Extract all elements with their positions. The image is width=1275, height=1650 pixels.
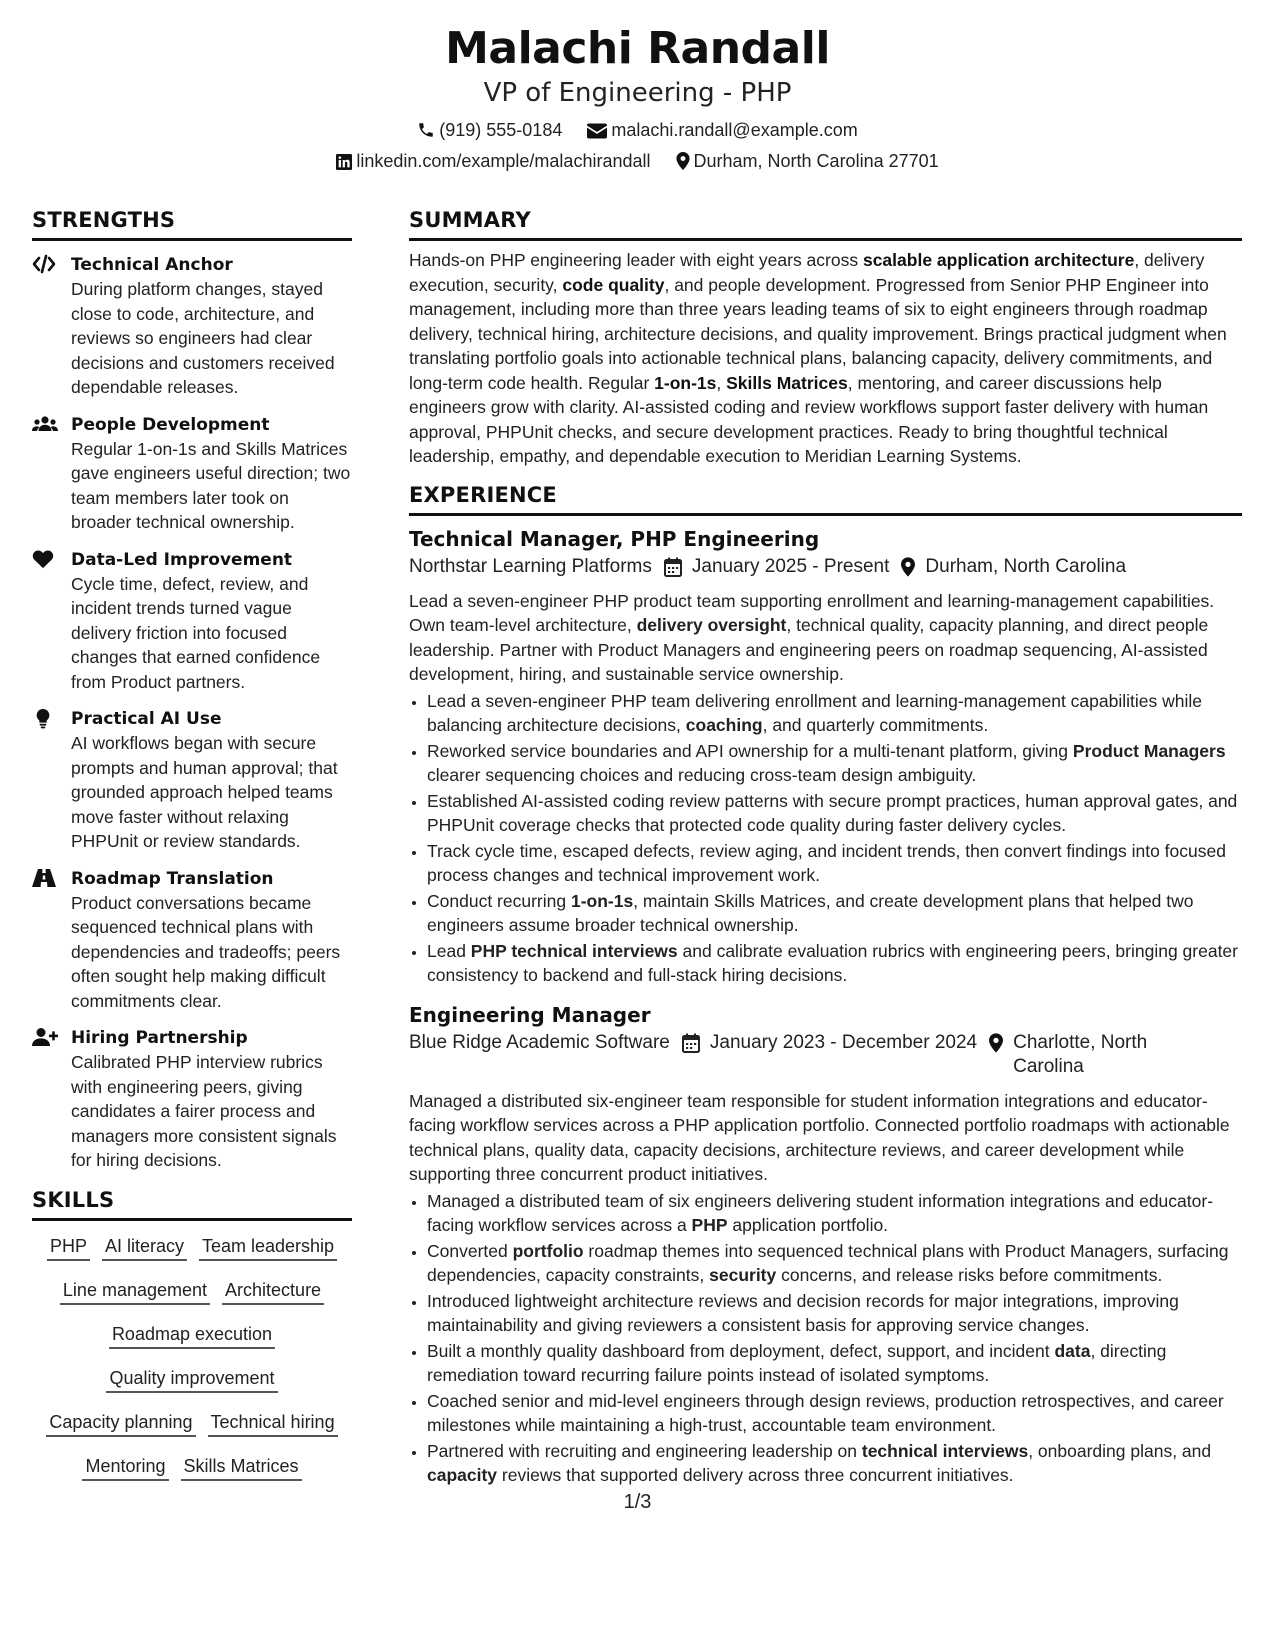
people-icon [32, 414, 56, 436]
text-run: Lead a seven-engineer PHP team delivering enrollment and learning-management capabilities while balancing architecture decisions, [427, 690, 1202, 735]
contact-line-2 [0, 149, 1275, 173]
job-bullet [427, 889, 1242, 938]
strength-item [32, 548, 352, 695]
text-run: application portfolio. [727, 1215, 889, 1235]
job-bullet [427, 789, 1242, 838]
linkedin-item[interactable] [336, 149, 650, 173]
bold-phrase: 1-on-1s [570, 890, 634, 911]
bold-phrase: capacity [427, 1465, 498, 1485]
job-description [409, 1089, 1242, 1187]
text-run: , delivery execution, security, [409, 250, 1205, 295]
job-dates [664, 555, 890, 579]
map-pin-icon [901, 557, 915, 577]
strength-title: Practical AI Use [71, 709, 222, 729]
strength-item [32, 867, 352, 1014]
strength-item [32, 253, 352, 400]
right-column [409, 206, 1242, 1489]
job-location [989, 1031, 1159, 1079]
job-company: Blue Ridge Academic Software [409, 1031, 670, 1053]
phone-icon [417, 121, 435, 139]
job-bullet [427, 1389, 1242, 1438]
bold-phrase: 1-on-1s [654, 372, 717, 393]
strength-text: Calibrated PHP interview rubrics with engineering peers, giving candidates a fairer process and managers more consistent signals for hiring decisions. [71, 1052, 337, 1170]
strength-item [32, 413, 352, 535]
text-run: Hands-on PHP engineering leader with eight years across [409, 250, 863, 270]
map-pin-icon [989, 1033, 1003, 1053]
skill-pill: Team leadership [199, 1233, 337, 1261]
job-dates-text: January 2023 - December 2024 [709, 1031, 978, 1053]
skill-pill: Line management [60, 1277, 210, 1305]
left-column [32, 206, 352, 1497]
job-bullet [427, 1439, 1242, 1488]
skill-pill: Capacity planning [46, 1409, 195, 1437]
job-bullet [427, 689, 1242, 738]
strength-title: Data-Led Improvement [71, 549, 293, 570]
job-company: Northstar Learning Platforms [409, 555, 652, 577]
email-item[interactable] [587, 118, 857, 142]
skill-pill: Architecture [222, 1277, 324, 1305]
experience-heading: EXPERIENCE [409, 481, 1242, 516]
candidate-name: Malachi Randall [445, 23, 830, 74]
text-run: , maintain Skills Matrices, and create development plans that helped two engineers assume broader technical ownership. [427, 890, 1194, 935]
job-entry [409, 1000, 1242, 1488]
strengths-heading: STRENGTHS [32, 206, 352, 241]
text-run: Managed a distributed team of six engineers delivering student information integrations and educator-facing workflow services across a [427, 1190, 1214, 1235]
strength-title: People Development [71, 414, 270, 435]
skill-pill: Roadmap execution [109, 1321, 275, 1349]
job-bullet [427, 1289, 1242, 1338]
job-bullet [427, 939, 1242, 988]
strength-item [32, 707, 352, 854]
bold-phrase: Skills Matrices [726, 372, 848, 393]
text-run: Track cycle time, escaped defects, review aging, and incident trends, then convert findings into focused process changes and technical improvement work. [427, 840, 1226, 885]
job-bullet [427, 739, 1242, 788]
text-run: Reworked service boundaries and API ownership for a multi-tenant platform, giving [427, 740, 1073, 761]
job-location [901, 555, 1126, 579]
summary-heading: SUMMARY [409, 206, 1242, 241]
user-plus-icon [32, 1027, 56, 1049]
text-run: Conduct recurring [427, 890, 571, 911]
phone-item [417, 118, 562, 142]
strength-item [32, 1026, 352, 1173]
summary-text [409, 248, 1242, 469]
skill-row [32, 1365, 352, 1395]
location-item [676, 149, 939, 173]
strength-text: AI workflows began with secure prompts and human approval; that grounded approach helped teams move faster without relaxing PHPUnit or review standards. [71, 733, 338, 851]
code-icon [32, 254, 56, 276]
skills-list [32, 1233, 352, 1483]
text-run: Managed a distributed six-engineer team responsible for student information integrations and educator-facing workflow services across a PHP application portfolio. Connected portfolio roadmaps with actionable technical plans, quality data, capacity decisions, architecture reviews, and career development while supporting three concurrent product initiatives. [409, 1090, 1230, 1184]
job-bullet [427, 839, 1242, 888]
job-bullets [409, 1189, 1242, 1488]
skill-row [32, 1409, 352, 1439]
bold-phrase: portfolio [512, 1240, 584, 1261]
job-meta [409, 555, 1242, 579]
heart-icon [32, 549, 56, 571]
text-run: reviews that supported delivery across three concurrent initiatives. [497, 1465, 1014, 1485]
strength-text: Cycle time, defect, review, and incident trends turned vague delivery friction into focused changes that earned confidence from Product partners. [71, 573, 321, 692]
text-run: clearer sequencing choices and reducing cross-team design ambiguity. [427, 765, 977, 785]
text-run: concerns, and release risks before commitments. [776, 1265, 1163, 1285]
job-dates-text: January 2025 - Present [691, 555, 890, 577]
skill-pill: Quality improvement [106, 1365, 277, 1393]
strength-text: Product conversations became sequenced technical plans with dependencies and tradeoffs; peers often sought help making difficult commitments clear. [71, 892, 341, 1011]
bold-phrase: Product Managers [1072, 740, 1226, 761]
text-run: Built a monthly quality dashboard from deployment, defect, support, and incident [427, 1340, 1055, 1361]
text-run: Established AI-assisted coding review patterns with secure prompt practices, human approval gates, and PHPUnit coverage checks that protected code quality during faster delivery cycles. [427, 790, 1238, 835]
location-text: Durham, North Carolina 27701 [693, 151, 939, 171]
text-run: , [716, 372, 727, 393]
job-dates [682, 1031, 977, 1055]
skill-pill: Mentoring [82, 1453, 168, 1481]
job-bullets [409, 689, 1242, 988]
text-run: Converted [427, 1240, 513, 1261]
bold-phrase: delivery oversight [636, 615, 787, 635]
road-icon [32, 868, 56, 890]
text-run: Lead a seven-engineer PHP product team supporting enrollment and learning-management capabilities. Own team-level architecture, [409, 590, 1215, 635]
text-run: and calibrate evaluation rubrics with engineering peers, bringing greater consistency to backend and full-stack hiring decisions. [427, 940, 1238, 985]
map-pin-icon [676, 152, 690, 170]
skill-pill: PHP [47, 1233, 90, 1261]
strength-title: Technical Anchor [71, 255, 233, 275]
strength-title: Roadmap Translation [71, 868, 274, 889]
email-text: malachi.randall@example.com [611, 120, 858, 140]
skills-heading: SKILLS [32, 1186, 352, 1221]
skill-pill: AI literacy [102, 1233, 187, 1261]
text-run: roadmap themes into sequenced technical plans with Product Managers, surfacing dependencies, capacity constraints, [427, 1240, 1229, 1285]
strength-title: Hiring Partnership [71, 1028, 248, 1048]
bold-phrase: code quality [562, 274, 665, 295]
linkedin-text: linkedin.com/example/malachirandall [356, 151, 651, 171]
text-run: Introduced lightweight architecture reviews and decision records for major integrations, improving maintainability and giving reviewers a consistent basis for approving service changes. [427, 1290, 1179, 1335]
skill-row [32, 1277, 352, 1307]
text-run: , mentoring, and career discussions help engineers grow with clarity. AI-assisted coding and review workflows support faster delivery with human approval, PHPUnit checks, and secure development practices. Ready to bring thoughtful technical leadership, empathy, and dependable execution to Meridian Learning Systems. [409, 372, 1209, 466]
page-number: 1/3 [623, 1491, 652, 1513]
bold-phrase: PHP technical interviews [470, 940, 678, 961]
job-meta [409, 1031, 1242, 1079]
skill-pill: Technical hiring [208, 1409, 338, 1437]
job-title: Technical Manager, PHP Engineering [409, 526, 820, 551]
job-description [409, 589, 1242, 687]
phone-text: (919) 555-0184 [439, 120, 563, 140]
strength-text: During platform changes, stayed close to code, architecture, and reviews so engineers had clear decisions and customers received dependable releases. [71, 279, 335, 397]
bold-phrase: technical interviews [861, 1440, 1029, 1461]
job-entry [409, 524, 1242, 988]
skill-row [32, 1233, 352, 1263]
text-run: , technical quality, capacity planning, and direct people leadership. Partner with Product Managers and engineering peers on roadmap sequencing, AI-assisted development, hiring, and sustainable service ownership. [409, 615, 1209, 684]
strength-text: Regular 1-on-1s and Skills Matrices gave engineers useful direction; two team members later took on broader technical ownership. [71, 438, 351, 532]
calendar-icon [682, 1033, 700, 1053]
bold-phrase: security [709, 1265, 777, 1285]
bold-phrase: scalable application architecture [862, 250, 1135, 270]
linkedin-icon [336, 154, 352, 170]
job-title: Engineering Manager [409, 1002, 651, 1027]
skill-pill: Skills Matrices [181, 1453, 302, 1481]
job-bullet [427, 1189, 1242, 1238]
text-run: , directing remediation toward recurring failure points instead of isolated symptoms. [427, 1340, 1167, 1385]
strengths-list [32, 253, 352, 1173]
text-run: Partnered with recruiting and engineering leadership on [427, 1440, 862, 1461]
job-bullet [427, 1339, 1242, 1388]
lightbulb-icon [32, 708, 56, 730]
resume-header [0, 22, 1275, 173]
job-bullet [427, 1239, 1242, 1288]
job-location-text: Charlotte, North Carolina [1013, 1031, 1148, 1077]
bold-phrase: PHP [691, 1215, 728, 1235]
text-run: Lead [427, 940, 471, 961]
bold-phrase: coaching [685, 715, 763, 735]
candidate-title: VP of Engineering - PHP [483, 78, 792, 108]
text-run: , and people development. Progressed from Senior PHP Engineer into management, including more than three years leading teams of six to eight engineers through roadmap delivery, technical hiring, architecture decisions, and quality improvement. Brings practical judgment when translating portfolio goals into actionable technical plans, balancing capacity, delivery commitments, and long-term code health. Regular [409, 274, 1227, 393]
contact-line-1 [0, 118, 1275, 142]
text-run: , onboarding plans, and [1028, 1440, 1212, 1461]
calendar-icon [664, 557, 682, 577]
job-location-text: Durham, North Carolina [925, 555, 1127, 577]
text-run: Coached senior and mid-level engineers through design reviews, production retrospectives, and career milestones while maintaining a high-trust, accountable team environment. [427, 1390, 1224, 1435]
envelope-icon [587, 123, 607, 139]
bold-phrase: data [1054, 1340, 1091, 1361]
skill-row [32, 1321, 352, 1351]
skill-row [32, 1453, 352, 1483]
text-run: , and quarterly commitments. [762, 715, 989, 735]
